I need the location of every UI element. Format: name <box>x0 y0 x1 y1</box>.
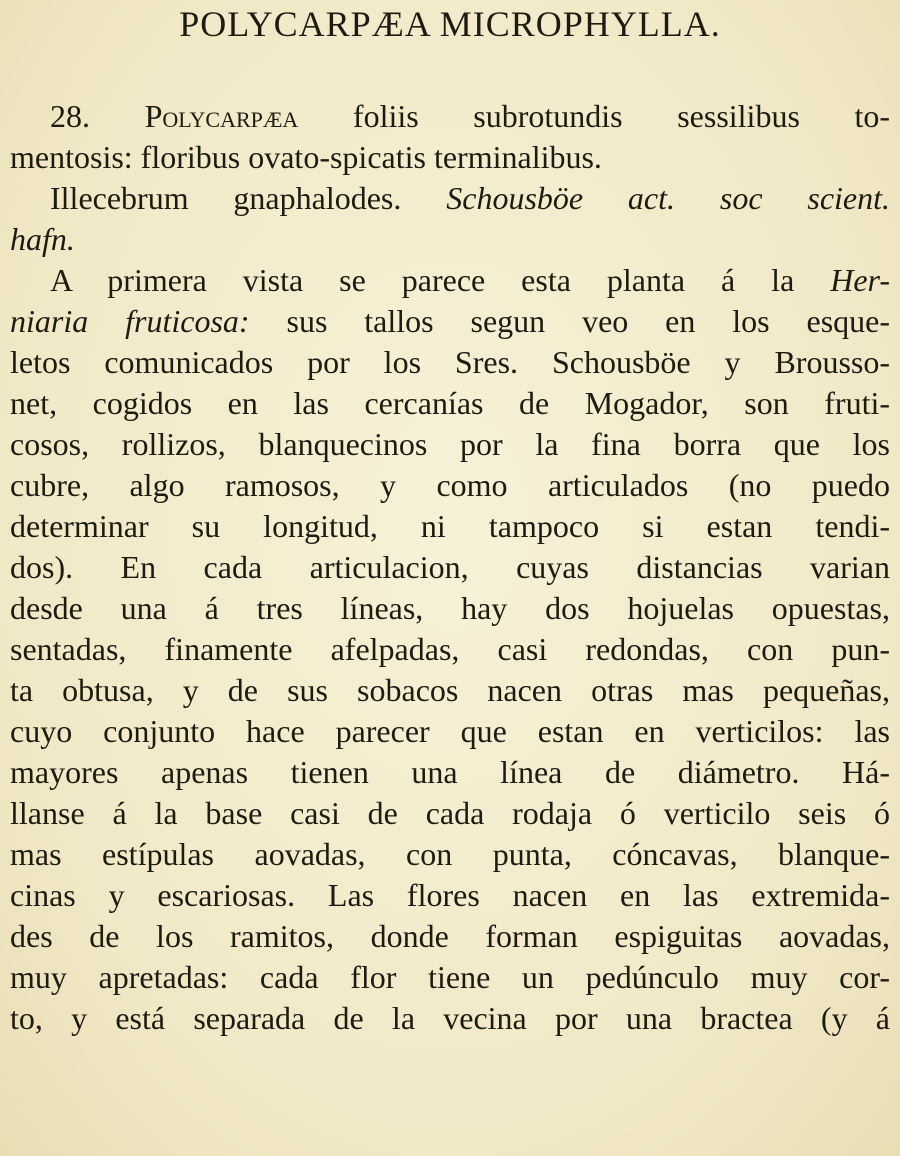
description-line: determinar su longitud, ni tampoco si estan tendi- <box>10 508 890 544</box>
description-line-2 <box>10 301 890 342</box>
description-line: cinas y escariosas. Las flores nacen en las extremida- <box>10 877 890 913</box>
diagnosis-line-1: foliis subrotundis sessilibus to- <box>352 98 891 134</box>
page-title: POLYCARPÆA MICROPHYLLA. <box>179 4 721 44</box>
herniaria-name-end: niaria fruticosa: <box>10 303 250 339</box>
description-line: mas estípulas aovadas, con punta, cóncavas, blanque- <box>10 836 890 872</box>
description-line: llanse á la base casi de cada rodaja ó verticilo seis ó <box>10 795 890 831</box>
description-line: desde una á tres líneas, hay dos hojuelas opuestas, <box>10 590 890 626</box>
description-line: net, cogidos en las cercanías de Mogador, son fruti- <box>10 385 890 421</box>
entry-number: 28. <box>50 98 90 134</box>
genus-name: Polycarpæa <box>144 98 299 134</box>
description-start: A primera vista se parece esta planta á la <box>50 262 795 298</box>
description-line-1 <box>10 260 890 301</box>
herniaria-name-start: Her- <box>830 262 890 298</box>
description-line: des de los ramitos, donde forman espiguitas aovadas, <box>10 918 890 954</box>
diagnosis-line-2: mentosis: floribus ovato-spicatis terminalibus. <box>10 139 602 175</box>
entry-line-1 <box>10 96 890 137</box>
description-line-2-rest: sus tallos segun veo en los esque- <box>286 303 891 339</box>
description-line: sentadas, finamente afelpadas, casi redondas, con pun- <box>10 631 890 667</box>
description-line: to, y está separada de la vecina por una bractea (y á <box>10 1000 890 1036</box>
description-line: cubre, algo ramosos, y como articulados (no puedo <box>10 467 890 503</box>
body-text <box>10 96 890 1039</box>
description-line: dos). En cada articulacion, cuyas distancias varian <box>10 549 890 585</box>
description-line: mayores apenas tienen una línea de diámetro. Há- <box>10 754 890 790</box>
description-line: cosos, rollizos, blanquecinos por la fina borra que los <box>10 426 890 462</box>
synonym-line-1 <box>10 178 890 219</box>
description-line: letos comunicados por los Sres. Schousböe y Brousso- <box>10 344 890 380</box>
description-line: ta obtusa, y de sus sobacos nacen otras mas pequeñas, <box>10 672 890 708</box>
synonym-reference: Schousböe act. soc scient. <box>446 180 891 216</box>
description-line: cuyo conjunto hace parecer que estan en verticilos: las <box>10 713 890 749</box>
synonym-name: Illecebrum gnaphalodes. <box>50 180 402 216</box>
description-line: muy apretadas: cada flor tiene un pedúnculo muy cor- <box>10 959 890 995</box>
synonym-reference-cont: hafn. <box>10 221 75 257</box>
